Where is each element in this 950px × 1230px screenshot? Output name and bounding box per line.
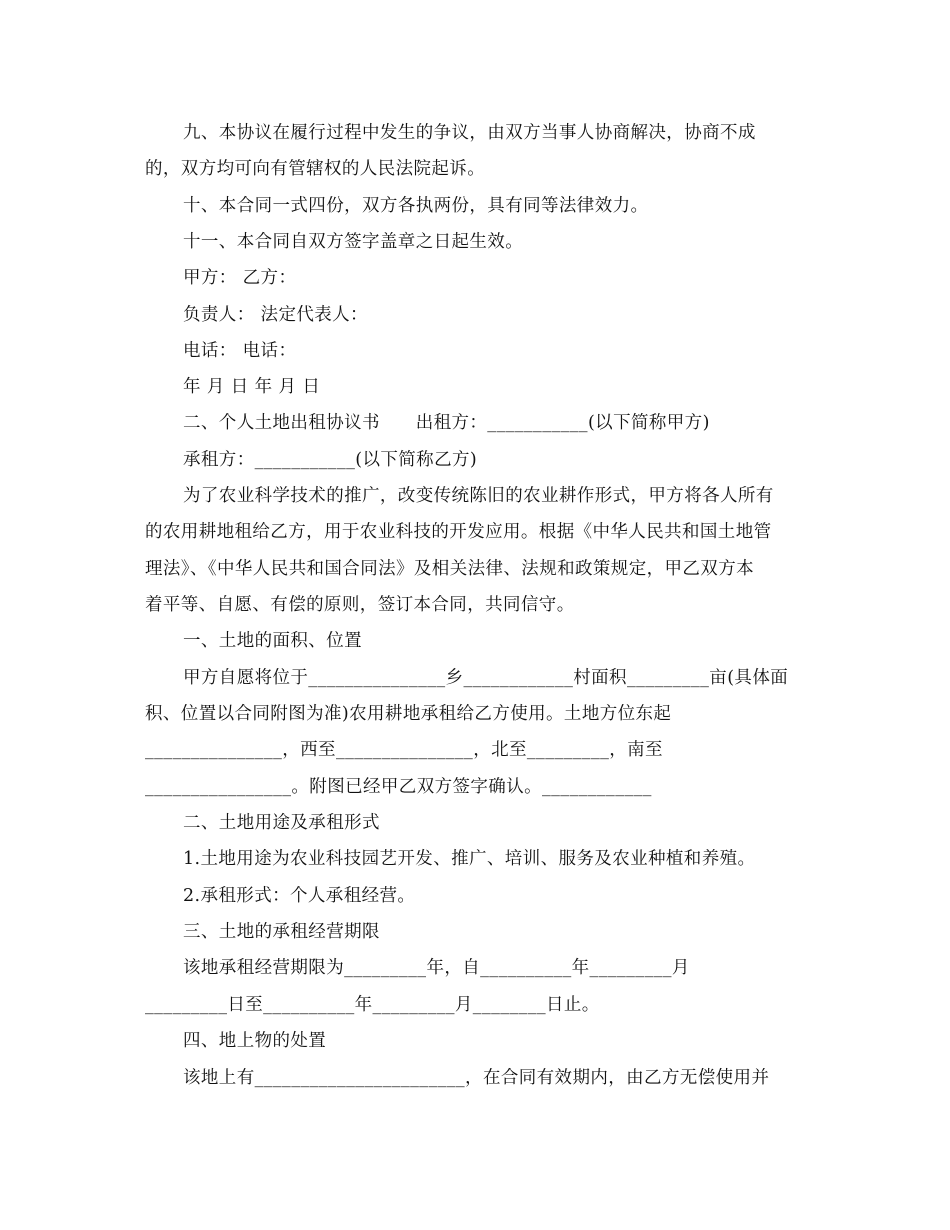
representative-line: 负责人： 法定代表人： xyxy=(183,305,368,325)
preamble-line-1: 为了农业科学技术的推广，改变传统陈旧的农业耕作形式，甲方将各人所有 xyxy=(183,486,774,506)
party-signature-line: 甲方： 乙方： xyxy=(183,268,297,288)
date-line: 年 月 日 年 月 日 xyxy=(183,377,321,397)
use-item-1: 1.土地用途为农业科技园艺开发、推广、培训、服务及农业种植和养殖。 xyxy=(183,849,756,869)
copies-clause: 十、本合同一式四份，双方各执两份，具有同等法律效力。 xyxy=(183,196,649,216)
section-heading-term: 三、土地的承租经营期限 xyxy=(183,922,380,942)
section-heading-area: 一、土地的面积、位置 xyxy=(183,631,362,651)
agreement-title-lessor: 二、个人土地出租协议书 出租方：___________(以下简称甲方) xyxy=(183,413,710,433)
term-line-2: _________日至__________年_________月________日止。 xyxy=(145,995,600,1015)
phone-line: 电话： 电话： xyxy=(183,341,297,361)
use-item-2: 2.承租形式：个人承租经营。 xyxy=(183,886,416,906)
section-heading-fixtures: 四、地上物的处置 xyxy=(183,1031,327,1051)
preamble-line-3: 理法》、《中华人民共和国合同法》及相关法律、法规和政策规定，甲乙双方本 xyxy=(145,559,754,579)
term-line-1: 该地承租经营期限为_________年，自__________年_________月 xyxy=(183,958,690,978)
area-line-4: ________________。附图已经甲乙双方签字确认。____________ xyxy=(145,777,652,797)
dispute-clause-line-1: 九、本协议在履行过程中发生的争议，由双方当事人协商解决，协商不成 xyxy=(183,123,756,143)
area-line-2: 积、位置以合同附图为准)农用耕地承租给乙方使用。土地方位东起 xyxy=(145,704,672,724)
lessee-line: 承租方：___________(以下简称乙方) xyxy=(183,450,478,470)
preamble-line-4: 着平等、自愿、有偿的原则，签订本合同，共同信守。 xyxy=(145,595,575,615)
area-line-3: _______________，西至_______________，北至_________，南至 xyxy=(145,740,663,760)
section-heading-use: 二、土地用途及承租形式 xyxy=(183,813,380,833)
area-line-1: 甲方自愿将位于_______________乡____________村面积_________亩(具体面 xyxy=(183,668,789,688)
effective-clause: 十一、本合同自双方签字盖章之日起生效。 xyxy=(183,232,524,252)
dispute-clause-line-2: 的，双方均可向有管辖权的人民法院起诉。 xyxy=(145,159,486,179)
preamble-line-2: 的农用耕地租给乙方，用于农业科技的开发应用。根据《中华人民共和国土地管 xyxy=(145,522,772,542)
fixtures-line-1: 该地上有_______________________，在合同有效期内，由乙方无偿使用并 xyxy=(183,1068,770,1088)
